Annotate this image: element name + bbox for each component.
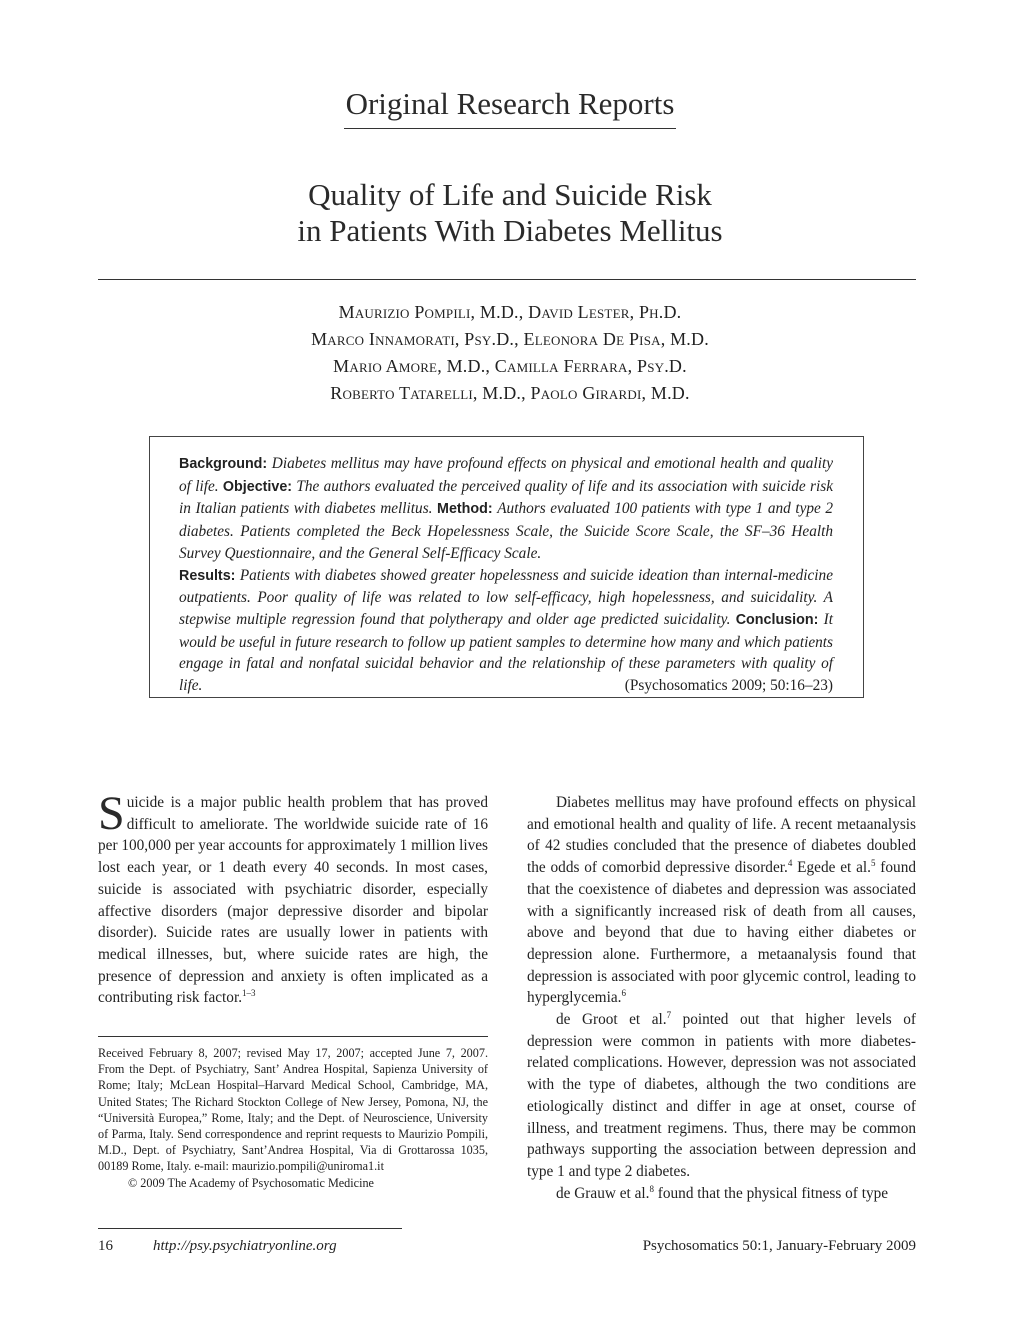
background-text: Diabetes mellitus may have profound effects on physical and emotional health and quality of life. xyxy=(179,455,833,495)
paragraph-text: uicide is a major public health problem that has proved difficult to ameliorate. The worldwide suicide rate of 16 per 100,000 per year accounts for approximately 1 million lives lost each year, or 1 death every 40 seconds. In most cases, suicide is associated with psychiatric disorder, especially affective disorders (major depressive disorder and bipolar disorder). Suicide rates are usually lower in patients with medical illnesses, but, where suicide rates are high, the presence of depression and anxiety is often implicated as a contributing risk factor. xyxy=(98,794,488,1007)
reference-superscript: 8 xyxy=(649,1183,654,1194)
author-list xyxy=(0,299,1020,407)
journal-issue: Psychosomatics 50:1, January-February 2009 xyxy=(642,1238,916,1254)
paragraph-text: Diabetes mellitus may have profound effects on physical and emotional health and quality of life. A recent metaanalysis of 42 studies concluded that the presence of diabetes doubled the odds of comorbid depressive disorder. xyxy=(527,794,916,877)
reference-superscript: 1–3 xyxy=(242,988,256,999)
conclusion-text: It would be useful in future research to follow up patient samples to determine how many and which patients engage in fatal and nonfatal suicidal behavior and the relationship of these parameters with quality of life. xyxy=(179,610,834,695)
conclusion-label: Conclusion: xyxy=(735,611,819,628)
footnote-divider xyxy=(98,1036,488,1037)
reference-superscript: 6 xyxy=(621,988,626,999)
abstract-box xyxy=(149,436,864,698)
drop-cap: S xyxy=(98,787,125,840)
paragraph-text: de Groot et al. xyxy=(556,1011,667,1029)
section-heading-text: Original Research Reports xyxy=(344,84,677,129)
results-label: Results: xyxy=(179,567,236,584)
author-line: Marco Innamorati, Psy.D., Eleonora De Pisa, M.D. xyxy=(311,329,709,349)
body-paragraph xyxy=(98,787,488,1009)
body-column-right xyxy=(527,792,916,1204)
author-line: Roberto Tatarelli, M.D., Paolo Girardi, M.D. xyxy=(330,383,690,403)
paragraph-text: Egede et al. xyxy=(792,859,871,877)
method-text: Authors evaluated 100 patients with type 1 and type 2 diabetes. Patients completed the Beck Hopelessness Scale, the Suicide Score Scale, the SF–36 Health Survey Questionnaire, and the General Self-Efficacy Scale. xyxy=(179,500,834,562)
abstract-citation: (Psychosomatics 2009; 50:16–23) xyxy=(624,677,833,695)
author-line: Maurizio Pompili, M.D., David Lester, Ph.D. xyxy=(338,302,682,322)
reference-superscript: 7 xyxy=(666,1010,672,1021)
body-paragraph xyxy=(527,1009,916,1183)
page-number: 16 xyxy=(98,1238,113,1254)
reference-superscript: 4 xyxy=(787,858,793,869)
results-text: Patients with diabetes showed greater hopelessness and suicide ideation than internal-medicine outpatients. Poor quality of life was related to low self-efficacy, high hopelessness, and suicidality. A stepwise multiple regression found that polytherapy and older age predicted suicidality. xyxy=(179,566,833,628)
objective-label: Objective: xyxy=(222,478,293,495)
section-heading xyxy=(0,84,1020,129)
paragraph-text: de Grauw et al. xyxy=(556,1184,650,1202)
reference-superscript: 5 xyxy=(870,858,876,869)
copyright-notice: © 2009 The Academy of Psychosomatic Medicine xyxy=(128,1175,374,1190)
paragraph-text: found that the physical fitness of type xyxy=(653,1184,889,1202)
journal-url-link[interactable]: http://psy.psychiatryonline.org xyxy=(153,1238,337,1254)
paragraph-text: pointed out that higher levels of depression were common in patients with more diabetes-related complications. However, depression was not associated with the type of diabetes, although the two conditions are etiologically distinct and differ in age at onset, course of illness, and treatment regimens. Thus, there may be common pathways supporting the association between depression and type 1 and type 2 diabetes. xyxy=(527,1011,916,1180)
author-footnote xyxy=(98,1045,488,1191)
footer-divider xyxy=(98,1228,402,1229)
author-line: Mario Amore, M.D., Camilla Ferrara, Psy.D. xyxy=(333,356,687,376)
title-divider xyxy=(98,279,916,280)
body-paragraph xyxy=(527,792,916,1009)
method-label: Method: xyxy=(437,501,493,518)
body-paragraph xyxy=(527,1183,916,1205)
footnote-text: Received February 8, 2007; revised May 17, 2007; accepted June 7, 2007. From the Dept. of Psychiatry, Sant’ Andrea Hospital, Sapienza University of Rome; Italy; McLean Hospital–Harvard Medical School, Cambridge, MA, United States; The Richard Stockton College of New Jersey, Pomona, NJ, the “Università Europea,” Rome, Italy; and the Dept. of Neuroscience, University of Parma, Italy. Send correspondence and reprint requests to Maurizio Pompili, M.D., Dept. of Psychiatry, Sant’Andrea Hospital, Via di Grottarossa 1035, 00189 Rome, Italy. e-mail: maurizio.pompili@uniroma1.it xyxy=(98,1046,488,1174)
article-title xyxy=(0,177,1020,249)
abstract-text xyxy=(179,453,833,697)
paragraph-text: found that the coexistence of diabetes and depression was associated with a significantly increased risk of death from all causes, above and beyond that due to having either diabetes or depression alone. Furthermore, a metaanalysis found that depression is associated with poor glycemic control, leading to hyperglycemia. xyxy=(527,859,916,1007)
title-line-1: Quality of Life and Suicide Risk xyxy=(308,177,712,212)
body-column-left xyxy=(98,787,488,1009)
background-label: Background: xyxy=(179,456,268,472)
title-line-2: in Patients With Diabetes Mellitus xyxy=(297,213,723,248)
objective-text: The authors evaluated the perceived quality of life and its association with suicide risk in Italian patients with diabetes mellitus. xyxy=(179,477,833,518)
